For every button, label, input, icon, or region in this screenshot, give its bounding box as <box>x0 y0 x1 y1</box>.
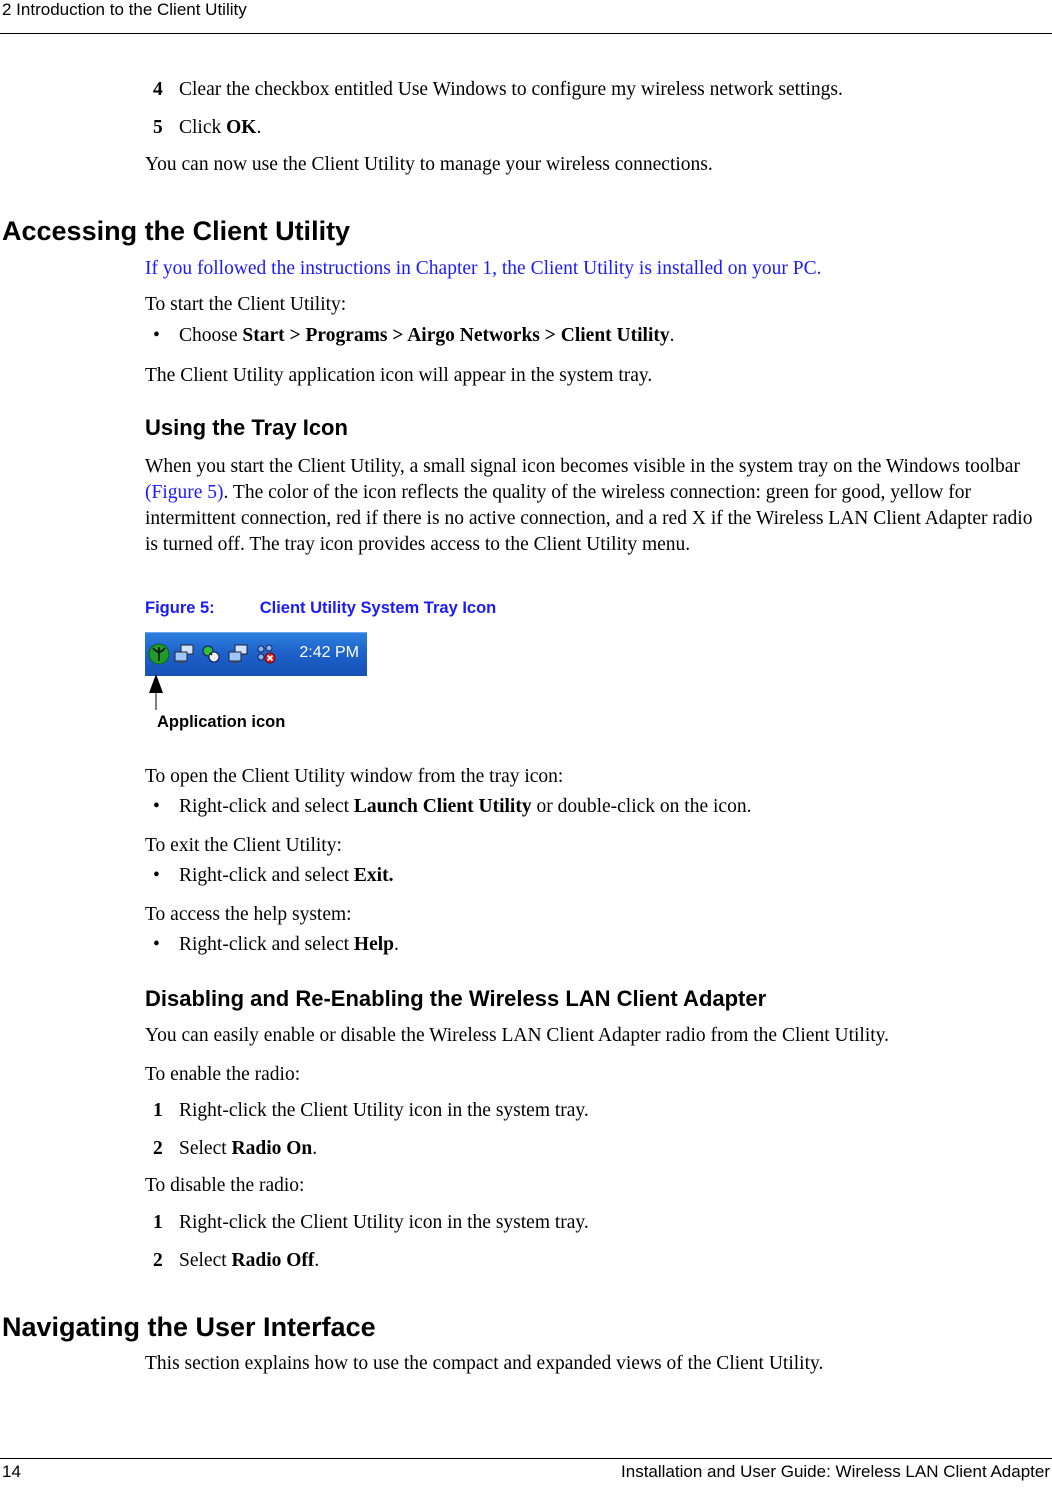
chapter-1-link[interactable]: If you followed the instructions in Chapter 1, the Client Utility is installed on your PC. <box>145 258 822 279</box>
step-4: 4 Clear the checkbox entitled Use Windows to configure my wireless network settings. <box>153 79 843 100</box>
exit-intro: To exit the Client Utility: <box>145 835 342 856</box>
start-intro: To start the Client Utility: <box>145 294 347 315</box>
enable-step-2: 2 Select Radio On. <box>153 1138 318 1159</box>
start-after: The Client Utility application icon will appear in the system tray. <box>145 365 653 386</box>
disable-step-1: 1 Right-click the Client Utility icon in the system tray. <box>153 1212 589 1233</box>
connection-status-icon[interactable] <box>200 643 222 665</box>
intro-after: You can now use the Client Utility to manage your wireless connections. <box>145 154 713 175</box>
section-title-navigating: Navigating the User Interface <box>2 1312 376 1342</box>
wireless-disconnected-icon[interactable] <box>255 643 277 665</box>
system-tray <box>145 632 367 676</box>
bullet-icon: • <box>153 865 160 886</box>
figure-5-link[interactable]: (Figure 5) <box>145 482 224 503</box>
disable-step-2: 2 Select Radio Off. <box>153 1250 320 1271</box>
navigating-paragraph: This section explains how to use the compact and expanded views of the Client Utility. <box>145 1353 824 1374</box>
tray-paragraph: When you start the Client Utility, a small signal icon becomes visible in the system tray on the Windows toolbar (Figure 5). The color of the icon reflects the quality of the wireless connection: green for good, yellow for intermittent connection, red if there is no active connection, and a red X if the Wireless LAN Client Adapter radio is turned off. The tray icon provides access to the Client Utility menu. <box>145 456 1033 555</box>
open-intro: To open the Client Utility window from the tray icon: <box>145 766 564 787</box>
radio-paragraph: You can easily enable or disable the Wireless LAN Client Adapter radio from the Client Utility. <box>145 1025 890 1046</box>
page-number: 14 <box>2 1462 21 1481</box>
enable-step-1: 1 Right-click the Client Utility icon in the system tray. <box>153 1100 589 1121</box>
callout-arrow-icon <box>146 673 166 711</box>
bullet-icon: • <box>153 934 160 955</box>
bullet-icon: • <box>153 325 160 346</box>
start-bullet: • Choose Start > Programs > Airgo Networks > Client Utility. <box>153 323 675 349</box>
subsection-title-tray: Using the Tray Icon <box>145 415 348 440</box>
figure-caption: Figure 5: Client Utility System Tray Icon <box>145 599 497 617</box>
network-computers-icon-2[interactable] <box>227 643 249 665</box>
help-bullet: • Right-click and select Help. <box>153 932 399 958</box>
tray-clock[interactable]: 2:42 PM <box>299 644 359 661</box>
section-title-accessing: Accessing the Client Utility <box>2 216 351 246</box>
disable-intro: To disable the radio: <box>145 1175 305 1196</box>
enable-intro: To enable the radio: <box>145 1064 301 1085</box>
footer-rule <box>0 1458 1052 1459</box>
running-header: 2 Introduction to the Client Utility <box>2 0 247 19</box>
application-icon-label: Application icon <box>157 713 286 731</box>
exit-bullet: • Right-click and select Exit. <box>153 863 393 889</box>
step-5: 5 Click OK. <box>153 117 262 138</box>
bullet-icon: • <box>153 796 160 817</box>
footer-title: Installation and User Guide: Wireless LAN Client Adapter <box>621 1462 1050 1481</box>
network-computers-icon[interactable] <box>173 643 195 665</box>
header-rule <box>0 33 1052 34</box>
help-intro: To access the help system: <box>145 904 352 925</box>
subsection-title-radio: Disabling and Re-Enabling the Wireless LAN Client Adapter <box>145 986 767 1011</box>
antenna-signal-icon[interactable] <box>148 643 170 665</box>
open-bullet: • Right-click and select Launch Client Utility or double-click on the icon. <box>153 794 751 820</box>
